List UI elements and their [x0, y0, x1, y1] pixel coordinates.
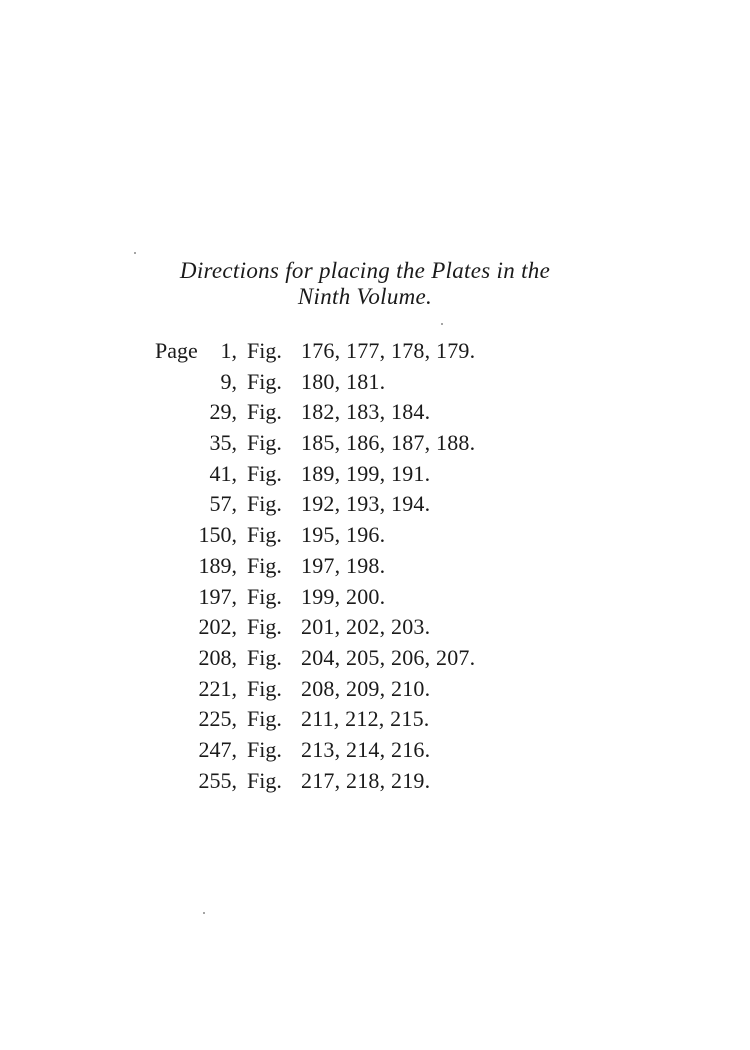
- list-item: [155, 643, 575, 674]
- fig-label: Fig.: [247, 736, 282, 762]
- page-number: 208,: [198, 644, 237, 670]
- page-reference: [155, 489, 237, 519]
- page-reference: [155, 704, 237, 734]
- list-item: [155, 459, 575, 490]
- fig-label: Fig.: [247, 583, 282, 609]
- heading-line-1: Directions for placing the Plates in the: [179, 258, 551, 283]
- list-item: [155, 367, 575, 398]
- paper-speck: [441, 323, 443, 325]
- page-number: 189,: [198, 552, 237, 578]
- figure-numbers: 189, 199, 191.: [301, 460, 431, 486]
- figure-numbers: 199, 200.: [301, 583, 386, 609]
- page-reference: [155, 459, 237, 489]
- figure-numbers: 213, 214, 216.: [301, 736, 431, 762]
- figure-numbers: 204, 205, 206, 207.: [301, 644, 476, 670]
- figure-numbers: 211, 212, 215.: [301, 706, 430, 732]
- fig-label: Fig.: [247, 644, 282, 670]
- page-number: 1,: [220, 338, 237, 363]
- fig-label: Fig.: [247, 614, 282, 640]
- list-item: [155, 489, 575, 520]
- list-item: [155, 612, 575, 643]
- list-item: [155, 428, 575, 459]
- figure-numbers: 195, 196.: [301, 522, 386, 548]
- page-word: Page: [155, 338, 198, 363]
- page-reference: [155, 551, 237, 581]
- page-number: 29,: [209, 399, 237, 425]
- page-reference: [155, 766, 237, 796]
- page-number: 255,: [198, 767, 237, 793]
- page-reference: [155, 643, 237, 673]
- list-item: [155, 704, 575, 735]
- list-item: [155, 520, 575, 551]
- list-item: [155, 397, 575, 428]
- list-item: [155, 336, 575, 367]
- page-reference: [155, 397, 237, 427]
- figure-numbers: 180, 181.: [301, 368, 386, 394]
- fig-label: Fig.: [247, 338, 282, 363]
- figure-numbers: 208, 209, 210.: [301, 675, 431, 701]
- fig-label: Fig.: [247, 552, 282, 578]
- page-number: 150,: [198, 522, 237, 548]
- page-number: 225,: [198, 706, 237, 732]
- page-reference: [155, 674, 237, 704]
- fig-label: Fig.: [247, 522, 282, 548]
- fig-label: Fig.: [247, 368, 282, 394]
- list-item: [155, 735, 575, 766]
- page-reference: [155, 367, 237, 397]
- list-item: [155, 582, 575, 613]
- figure-numbers: 185, 186, 187, 188.: [301, 430, 476, 456]
- page-number: 41,: [209, 460, 237, 486]
- page-reference: [155, 612, 237, 642]
- fig-label: Fig.: [247, 767, 282, 793]
- figure-numbers: 192, 193, 194.: [301, 491, 431, 517]
- figure-numbers: 176, 177, 178, 179.: [301, 338, 476, 363]
- list-item: [155, 551, 575, 582]
- fig-label: Fig.: [247, 430, 282, 456]
- page-number: 197,: [198, 583, 237, 609]
- page-number: 221,: [198, 675, 237, 701]
- heading-line-2: Ninth Volume.: [297, 284, 433, 309]
- figure-numbers: 217, 218, 219.: [301, 767, 431, 793]
- fig-label: Fig.: [247, 675, 282, 701]
- paper-speck: [134, 252, 136, 254]
- paper-speck: [203, 912, 205, 914]
- page-number: 35,: [209, 430, 237, 456]
- fig-label: Fig.: [247, 706, 282, 732]
- list-item: [155, 674, 575, 705]
- figure-numbers: 201, 202, 203.: [301, 614, 431, 640]
- page-reference: [155, 428, 237, 458]
- list-item: [155, 766, 575, 797]
- page-number: 202,: [198, 614, 237, 640]
- page-reference: [155, 520, 237, 550]
- fig-label: Fig.: [247, 399, 282, 425]
- page-heading: [140, 258, 590, 310]
- figure-numbers: 182, 183, 184.: [301, 399, 431, 425]
- figure-numbers: 197, 198.: [301, 552, 386, 578]
- page-number: 247,: [198, 736, 237, 762]
- fig-label: Fig.: [247, 491, 282, 517]
- plates-list: [155, 336, 575, 796]
- page-reference: [155, 582, 237, 612]
- page-number: 9,: [220, 368, 237, 394]
- page-reference: [155, 336, 237, 366]
- fig-label: Fig.: [247, 460, 282, 486]
- page-number: 57,: [209, 491, 237, 517]
- page-reference: [155, 735, 237, 765]
